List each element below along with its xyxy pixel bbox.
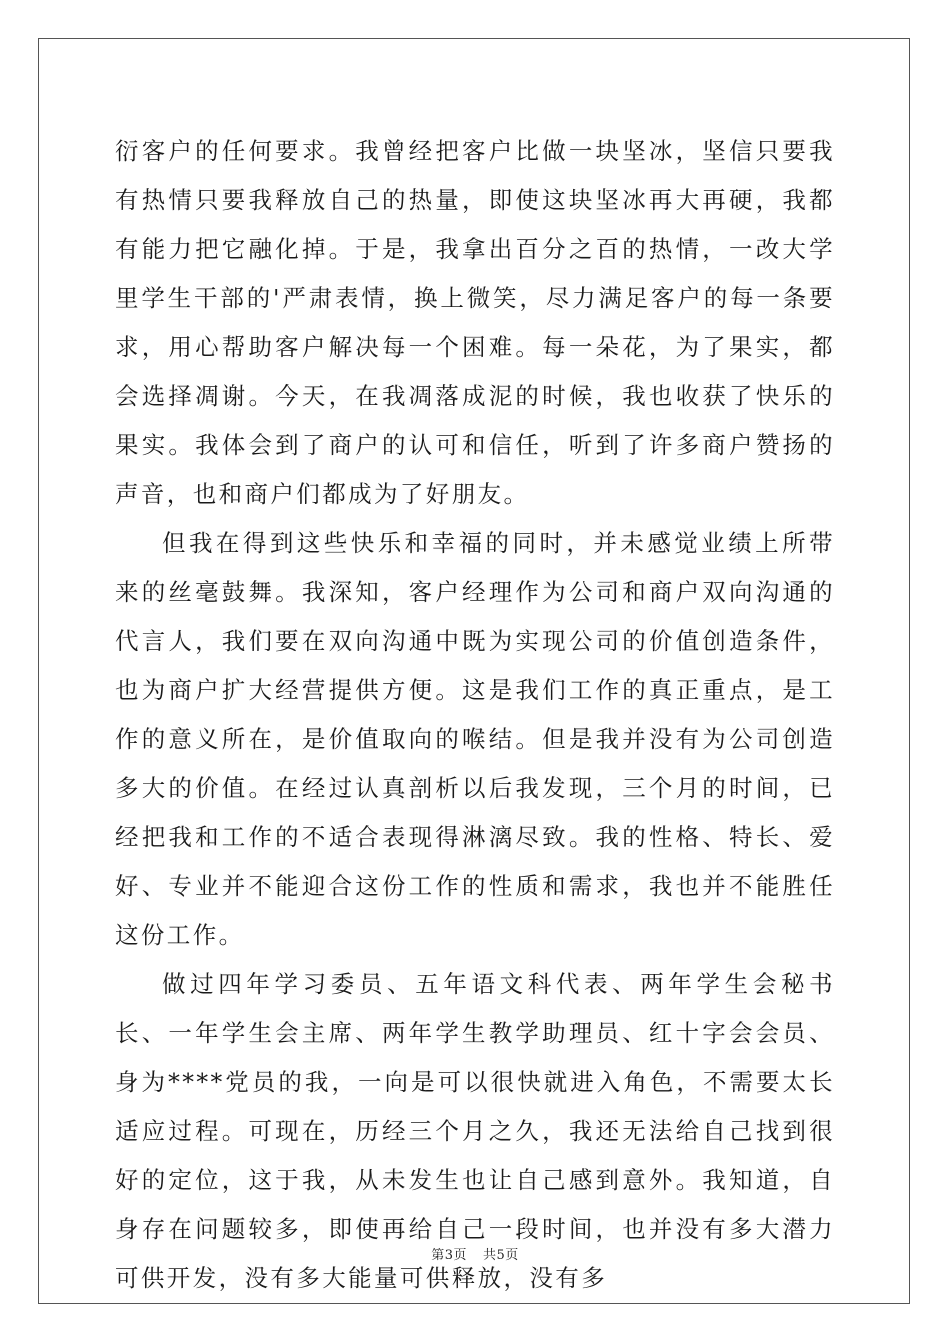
page-footer (0, 1244, 950, 1263)
page-number: 第3页 (431, 1248, 467, 1263)
paragraph-3: 做过四年学习委员、五年语文科代表、两年学生会秘书长、一年学生会主席、两年学生教学助理员、红十字会会员、身为****党员的我，一向是可以很快就进入角色，不需要太长适应过程。可现在，历经三个月之久，我还无法给自己找到很好的定位，这于我，从未发生也让自己感到意外。我知道，自身存在问题较多，即使再给自己一段时间，也并没有多大潜力可供开发，没有多大能量可供释放，没有多 (115, 970, 835, 1292)
paragraph-2: 但我在得到这些快乐和幸福的同时，并未感觉业绩上所带来的丝毫鼓舞。我深知，客户经理作为公司和商户双向沟通的代言人，我们要在双向沟通中既为实现公司的价值创造条件，也为商户扩大经营提供方便。这是我们工作的真正重点，是工作的意义所在，是价值取向的喉结。但是我并没有为公司创造多大的价值。在经过认真剖析以后我发现，三个月的时间，已经把我和工作的不适合表现得淋漓尽致。我的性格、特长、爱好、专业并不能迎合这份工作的性质和需求，我也并不能胜任这份工作。 (115, 529, 835, 949)
document-body (115, 127, 835, 1303)
paragraph-1: 衍客户的任何要求。我曾经把客户比做一块坚冰，坚信只要我有热情只要我释放自己的热量，即使这块坚冰再大再硬，我都有能力把它融化掉。于是，我拿出百分之百的热情，一改大学里学生干部的'严肃表情，换上微笑，尽力满足客户的每一条要求，用心帮助客户解决每一个困难。每一朵花，为了果实，都会选择凋谢。今天，在我凋落成泥的时候，我也收获了快乐的果实。我体会到了商户的认可和信任，听到了许多商户赞扬的声音，也和商户们都成为了好朋友。 (115, 137, 835, 508)
page-total: 共5页 (483, 1248, 519, 1263)
